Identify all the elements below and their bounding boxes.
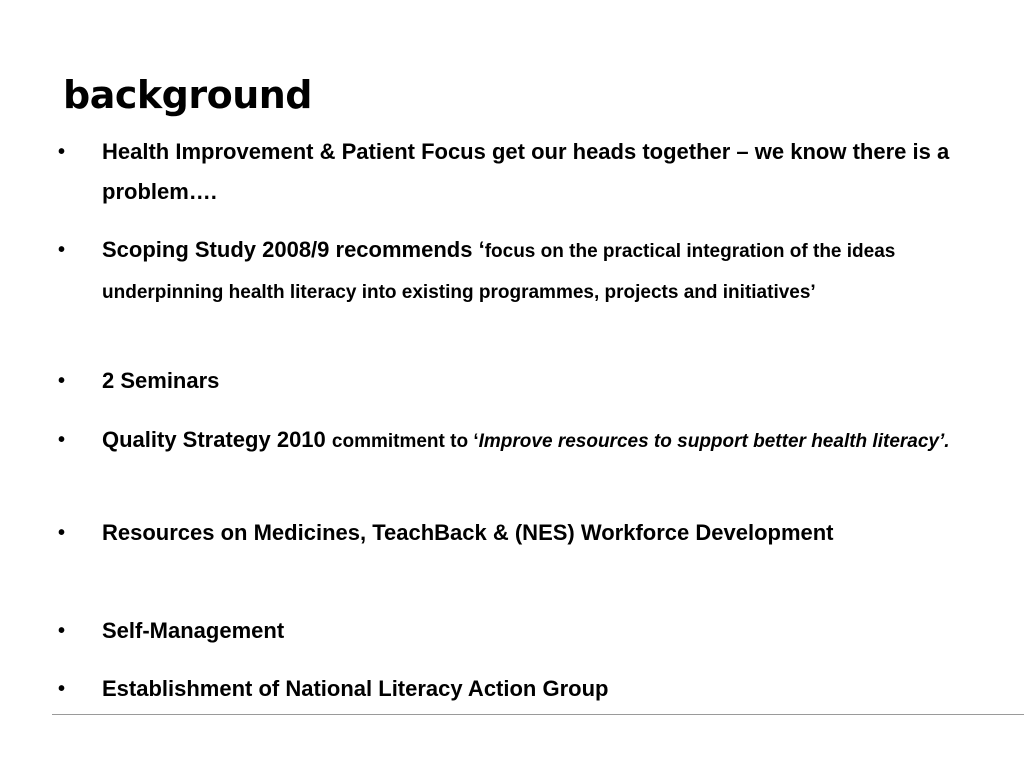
bullet-detail-text: commitment to ‘ <box>331 431 479 452</box>
bullet-item-health-improvement <box>58 132 1008 212</box>
bullet-glyph: • <box>58 678 66 700</box>
bullet-main-text: Self-Management <box>102 618 285 643</box>
slide-title: background <box>63 73 312 117</box>
bullet-glyph: • <box>58 429 66 451</box>
bullet-text <box>102 611 1008 651</box>
bullet-main-text: 2 Seminars <box>102 368 220 393</box>
bullet-main-text: Health Improvement & Patient Focus get our heads together – we know there is a problem…. <box>102 139 950 204</box>
bullet-item-resources <box>58 513 1008 553</box>
bullet-text <box>102 420 1008 461</box>
bullet-main-text: Resources on Medicines, TeachBack & (NES) Workforce Development <box>102 520 834 545</box>
bullet-text <box>102 230 1008 312</box>
bullet-detail-text: focus on the practical integration of the ideas underpinning health literacy into existing programmes, projects and initiatives’ <box>102 241 896 303</box>
bullet-text <box>102 132 1008 212</box>
bullet-glyph: • <box>58 620 66 642</box>
bullet-item-seminars <box>58 361 1008 401</box>
bullet-main-text: Scoping Study 2008/9 recommends ‘ <box>102 237 485 262</box>
bullet-glyph: • <box>58 522 66 544</box>
bullet-main-text: Quality Strategy 2010 <box>102 427 332 452</box>
bullet-text <box>102 669 1008 709</box>
bottom-divider <box>52 714 1024 715</box>
bullet-item-quality-strategy <box>58 420 1008 461</box>
bullet-glyph: • <box>58 141 66 163</box>
bullet-item-national-literacy <box>58 669 1008 709</box>
bullet-main-text: Establishment of National Literacy Action Group <box>102 676 609 701</box>
bullet-item-scoping-study <box>58 230 1008 312</box>
bullet-glyph: • <box>58 370 66 392</box>
bullet-quote-text: Improve resources to support better health literacy’. <box>478 431 950 452</box>
bullet-glyph: • <box>58 239 66 261</box>
bullet-text <box>102 361 1008 401</box>
bullet-item-self-management <box>58 611 1008 651</box>
bullet-text <box>102 513 1008 553</box>
